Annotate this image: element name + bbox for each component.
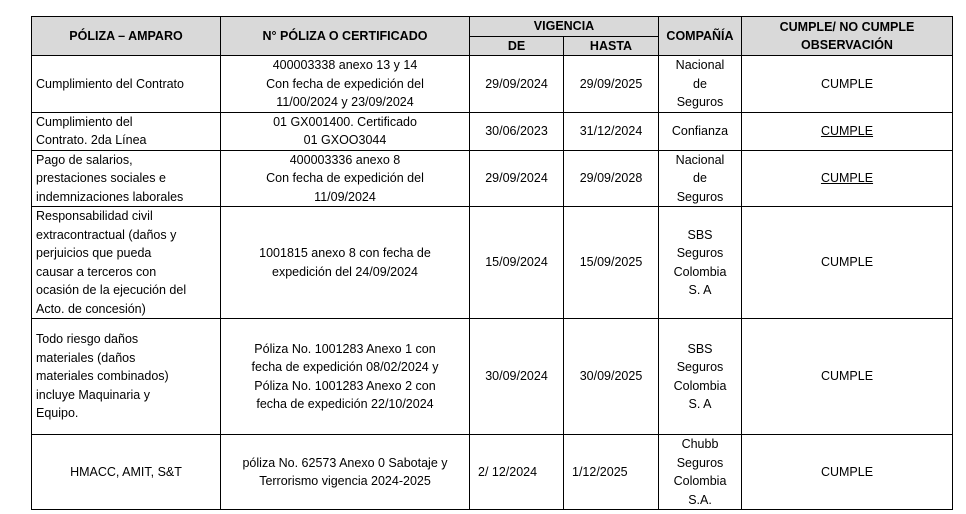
cell-amparo — [32, 56, 221, 113]
header-vigencia: VIGENCIA — [470, 17, 659, 37]
cell-numero-poliza — [221, 150, 470, 207]
numero-line: 01 GX001400. Certificado — [273, 114, 417, 129]
cell-vigencia-hasta: 15/09/2025 — [564, 207, 659, 319]
cell-compania — [659, 56, 742, 113]
header-cumple — [742, 17, 953, 56]
compania-line: Colombia — [673, 378, 727, 393]
header-cumple-line1: CUMPLE/ NO CUMPLE — [779, 19, 915, 34]
cell-amparo — [32, 435, 221, 510]
header-cumple-line2: OBSERVACIÓN — [801, 38, 893, 52]
amparo-line: Cumplimiento del Contrato — [36, 76, 184, 91]
amparo-line: materiales (daños — [36, 350, 136, 365]
cell-vigencia-de: 15/09/2024 — [470, 207, 564, 319]
amparo-line: extracontractual (daños y — [36, 227, 177, 242]
cell-compania — [659, 207, 742, 319]
compania-line: Seguros — [676, 189, 724, 204]
numero-line: Póliza No. 1001283 Anexo 1 con — [254, 341, 436, 356]
cell-vigencia-hasta: 1/12/2025 — [564, 435, 659, 510]
header-compania: COMPAÑÍA — [659, 17, 742, 56]
cell-amparo — [32, 207, 221, 319]
status-cumple: CUMPLE — [820, 369, 874, 384]
compania-line: SBS — [687, 227, 713, 242]
numero-line: Terrorismo vigencia 2024-2025 — [259, 474, 431, 488]
amparo-line: Responsabilidad civil — [36, 209, 153, 223]
cell-compania — [659, 435, 742, 510]
amparo-line: indemnizaciones laborales — [36, 189, 184, 204]
cell-numero-poliza — [221, 207, 470, 319]
compania-line: de — [693, 171, 707, 185]
table-row — [32, 56, 953, 113]
cell-vigencia-de: 30/09/2024 — [470, 319, 564, 435]
status-cumple: CUMPLE — [820, 464, 874, 479]
table-row — [32, 319, 953, 435]
status-cumple: CUMPLE — [820, 76, 874, 91]
amparo-line: Acto. de concesión) — [36, 301, 146, 316]
numero-line: 11/09/2024 — [314, 189, 376, 204]
amparo-line: causar a terceros con — [36, 264, 157, 279]
status-cumple: CUMPLE — [820, 171, 874, 185]
table-row — [32, 112, 953, 150]
numero-line: expedición del 24/09/2024 — [272, 264, 418, 279]
compania-line: de — [693, 76, 707, 91]
status-cumple: CUMPLE — [820, 255, 874, 270]
cell-numero-poliza — [221, 56, 470, 113]
compania-line: Seguros — [676, 246, 724, 260]
cell-cumple — [742, 435, 953, 510]
cell-cumple — [742, 150, 953, 207]
header-hasta: HASTA — [564, 36, 659, 56]
cell-compania — [659, 150, 742, 207]
compania-line: S.A. — [688, 492, 712, 507]
numero-line: Póliza No. 1001283 Anexo 2 con — [254, 378, 436, 393]
cell-vigencia-de: 29/09/2024 — [470, 56, 564, 113]
cell-amparo — [32, 319, 221, 435]
compania-line: S. A — [688, 397, 712, 411]
cell-cumple — [742, 319, 953, 435]
cell-vigencia-hasta: 31/12/2024 — [564, 112, 659, 150]
cell-amparo — [32, 150, 221, 207]
amparo-line: materiales combinados) — [36, 369, 169, 384]
compania-line: S. A — [688, 283, 712, 297]
numero-line: 400003336 anexo 8 — [289, 152, 401, 167]
compania-line: Seguros — [676, 455, 724, 470]
header-de: DE — [470, 36, 564, 56]
amparo-line: prestaciones sociales e — [36, 171, 166, 185]
compania-line: Colombia — [673, 264, 727, 279]
amparo-line: Cumplimiento del — [36, 114, 133, 129]
numero-line: 01 GXOO3044 — [303, 133, 387, 147]
numero-line: póliza No. 62573 Anexo 0 Sabotaje y — [242, 455, 448, 470]
status-cumple: CUMPLE — [820, 123, 874, 138]
amparo-line: Pago de salarios, — [36, 152, 133, 167]
cell-compania — [659, 112, 742, 150]
amparo-line: incluye Maquinaria y — [36, 387, 150, 402]
policies-table — [31, 16, 953, 510]
numero-line: Con fecha de expedición del — [266, 171, 424, 185]
table-body — [32, 56, 953, 510]
cell-vigencia-de: 2/ 12/2024 — [470, 435, 564, 510]
table-row — [32, 207, 953, 319]
cell-numero-poliza — [221, 435, 470, 510]
numero-line: 11/00/2024 y 23/09/2024 — [276, 95, 414, 109]
compania-line: Nacional — [675, 58, 725, 72]
cell-vigencia-de: 29/09/2024 — [470, 150, 564, 207]
amparo-line: perjuicios que pueda — [36, 246, 152, 260]
cell-vigencia-de: 30/06/2023 — [470, 112, 564, 150]
cell-vigencia-hasta: 29/09/2028 — [564, 150, 659, 207]
numero-line: 1001815 anexo 8 con fecha de — [259, 246, 431, 260]
numero-line: fecha de expedición 22/10/2024 — [256, 397, 434, 411]
compania-line: Seguros — [676, 360, 724, 374]
numero-line: 400003338 anexo 13 y 14 — [272, 58, 418, 72]
numero-line: Con fecha de expedición del — [266, 76, 424, 91]
amparo-line: Todo riesgo daños — [36, 332, 139, 347]
amparo-line: Equipo. — [36, 406, 79, 421]
cell-cumple — [742, 56, 953, 113]
amparo-line: ocasión de la ejecución del — [36, 283, 187, 297]
cell-amparo — [32, 112, 221, 150]
amparo-line: Contrato. 2da Línea — [36, 133, 147, 147]
header-numero-poliza: N° PÓLIZA O CERTIFICADO — [221, 17, 470, 56]
cell-cumple — [742, 112, 953, 150]
compania-line: Seguros — [676, 95, 724, 109]
cell-numero-poliza — [221, 112, 470, 150]
compania-line: SBS — [687, 341, 713, 356]
cell-compania — [659, 319, 742, 435]
table-row — [32, 435, 953, 510]
cell-numero-poliza — [221, 319, 470, 435]
header-poliza-amparo: PÓLIZA – AMPARO — [32, 17, 221, 56]
compania-line: Confianza — [671, 123, 729, 138]
table-row — [32, 150, 953, 207]
compania-line: Chubb — [681, 437, 719, 451]
cell-vigencia-hasta: 29/09/2025 — [564, 56, 659, 113]
compania-line: Colombia — [673, 474, 727, 488]
numero-line: fecha de expedición 08/02/2024 y — [251, 360, 439, 374]
cell-vigencia-hasta: 30/09/2025 — [564, 319, 659, 435]
header-row-top — [32, 17, 953, 37]
compania-line: Nacional — [675, 152, 725, 167]
amparo-line: HMACC, AMIT, S&T — [70, 464, 182, 479]
cell-cumple — [742, 207, 953, 319]
